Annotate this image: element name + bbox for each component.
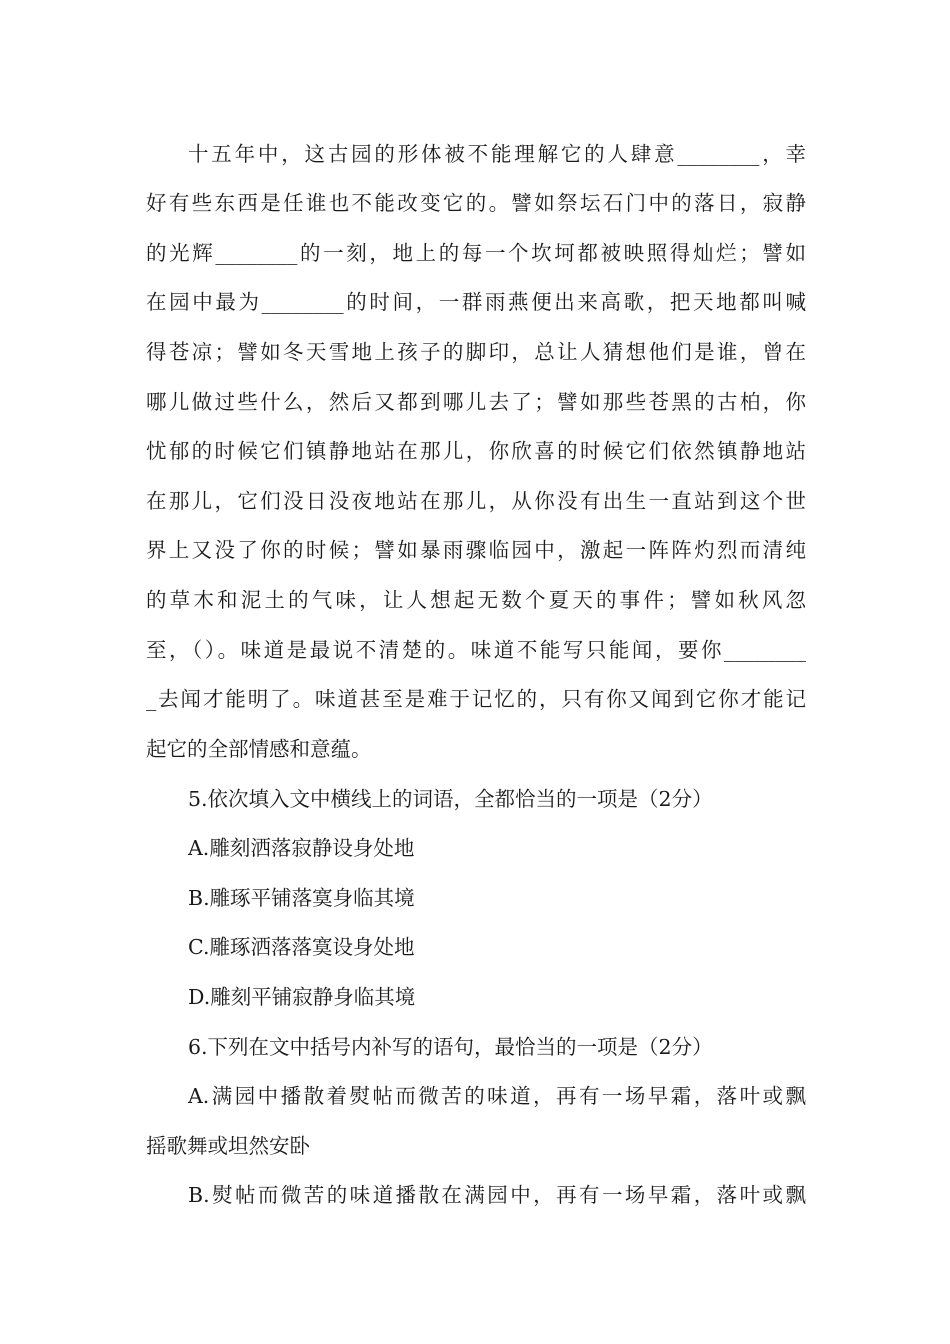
passage-line: 在那儿，它们没日没夜地站在那儿，从你没有出生一直站到这个世 bbox=[146, 489, 806, 513]
passage-line: 的光辉________的一刻，地上的每一个坎坷都被映照得灿烂；譬如 bbox=[146, 241, 806, 265]
passage-line: 十五年中，这古园的形体被不能理解它的人肆意________，幸 bbox=[188, 142, 806, 166]
passage-line: 在园中最为________的时间，一群雨燕便出来高歌，把天地都叫喊 bbox=[146, 290, 806, 314]
passage-line: 得苍凉；譬如冬天雪地上孩子的脚印，总让人猜想他们是谁，曾在 bbox=[146, 340, 806, 364]
question-5-option-c: C.雕琢洒落落寞设身处地 bbox=[188, 935, 415, 959]
question-5-option-d: D.雕刻平铺寂静身临其境 bbox=[188, 985, 416, 1009]
passage-line: 好有些东西是任谁也不能改变它的。譬如祭坛石门中的落日，寂静 bbox=[146, 191, 806, 215]
question-5-stem: 5.依次填入文中横线上的词语，全都恰当的一项是（2分） bbox=[188, 787, 713, 811]
passage-line: 忧郁的时候它们镇静地站在那儿，你欣喜的时候它们依然镇静地站 bbox=[146, 439, 806, 463]
question-6-option-a-continued: 摇歌舞或坦然安卧 bbox=[146, 1134, 310, 1158]
question-6-option-a: A.满园中播散着熨帖而微苦的味道，再有一场早霜，落叶或飘 bbox=[188, 1084, 806, 1108]
passage-line: 的草木和泥土的气味，让人想起无数个夏天的事件；譬如秋风忽 bbox=[146, 588, 806, 612]
question-5-option-b: B.雕琢平铺落寞身临其境 bbox=[188, 886, 415, 910]
question-6-stem: 6.下列在文中括号内补写的语句，最恰当的一项是（2分） bbox=[188, 1035, 713, 1059]
passage-line: 界上又没了你的时候；譬如暴雨骤临园中，激起一阵阵灼烈而清纯 bbox=[146, 538, 806, 562]
question-6-option-b: B.熨帖而微苦的味道播散在满园中，再有一场早霜，落叶或飘 bbox=[188, 1183, 806, 1207]
passage-line: 哪儿做过些什么，然后又都到哪儿去了；譬如那些苍黑的古柏，你 bbox=[146, 390, 806, 414]
question-5-option-a: A.雕刻洒落寂静设身处地 bbox=[188, 836, 415, 860]
passage-line: 至，（）。味道是最说不清楚的。味道不能写只能闻，要你________ bbox=[146, 638, 806, 662]
passage-line: _去闻才能明了。味道甚至是难于记忆的，只有你又闻到它你才能记 bbox=[146, 687, 806, 711]
passage-line: 起它的全部情感和意蕴。 bbox=[146, 737, 372, 761]
